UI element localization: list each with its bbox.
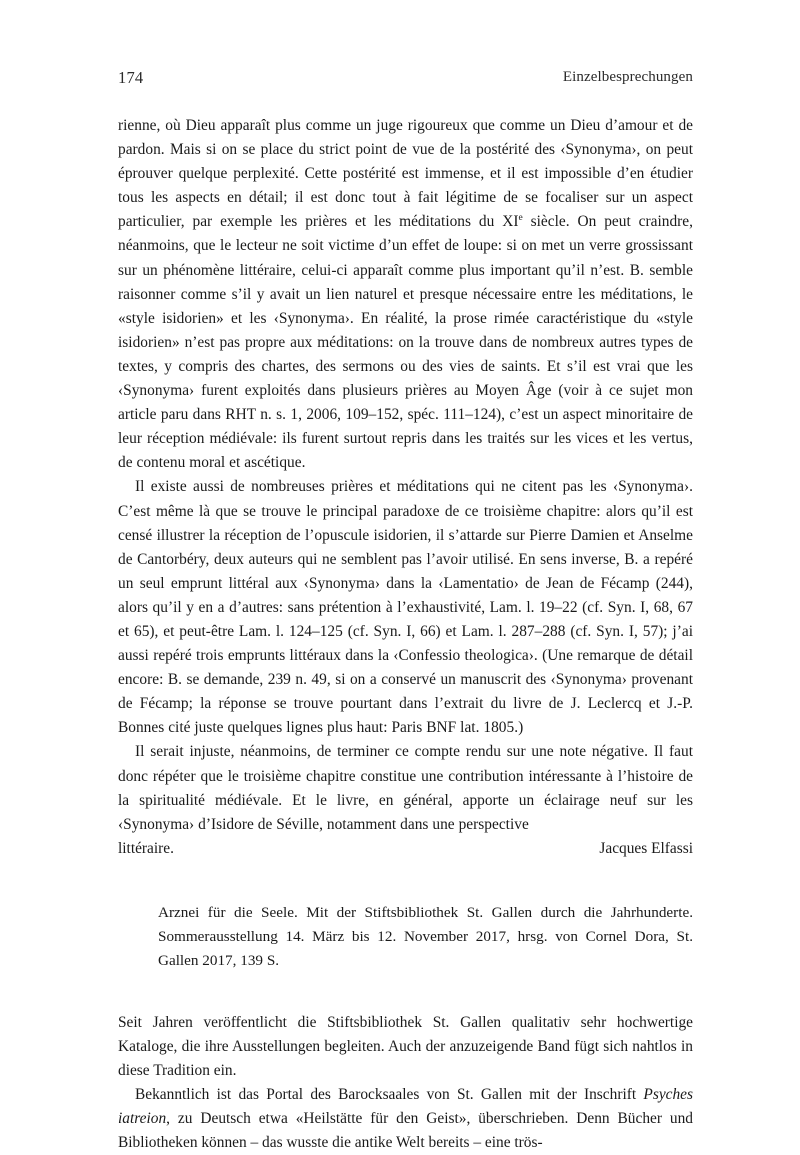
running-head [118, 68, 693, 94]
running-head-title: Einzelbesprechungen [562, 69, 693, 85]
paragraph-text-part-1: rienne, où Dieu apparaît plus comme un juge rigoureux que comme un Dieu d’amour et de pardon. Mais si on se place du strict point de vue de la postérité des ‹Synonyma›, on peut éprouver quelque perplexité. Cette postérité est immense, et il est impossible d’en étudier tous les aspects en détail; il est donc tout à fait légitime de se focaliser sur un aspect particulier, par exemple les prières et les méditations du XI [118, 117, 693, 231]
page-content [118, 0, 693, 1155]
paragraph-third-last-line: littéraire. [118, 839, 174, 857]
ordinal-suffix: e [518, 212, 523, 224]
closing-line-with-signature [118, 837, 693, 861]
page-number: 174 [118, 68, 144, 87]
paragraph-text-part-2: siècle. On peut craindre, néanmoins, que le lecteur ne soit victime d’un effet de loupe: si on met un verre grossissant sur un phénomène littéraire, celui-ci apparaît comme plus important qu’il n’est. B. semble raisonner comme s’il y avait un lien naturel et presque nécessaire entre les méditations, le «style isidorien» et les ‹Synonyma›. En réalité, la prose rimée caractéristique du «style isidorien» n’est pas propre aux méditations: on la trouve dans de nombreux autres types de textes, y compris des chartes, des sermons ou des vies de saints. Et s’il est vrai que les ‹Synonyma› furent exploités dans plusieurs prières au Moyen Âge (voir à ce sujet mon article paru dans RHT n. s. 1, 2006, 109–152, spéc. 111–124), c’est un aspect minoritaire de leur réception médiévale: ils furent surtout repris dans les traités sur les vices et les vertus, de contenu moral et ascétique. [118, 213, 693, 472]
german-text-part-2: , zu Deutsch etwa «Heilstätte für den Geist», überschrieben. Denn Bücher und Bibliotheken können – das wusste die antike Welt bereits – eine trös- [118, 1110, 693, 1152]
paragraph-continuation [118, 114, 693, 475]
german-text-part-1: Bekanntlich ist das Portal des Barocksaales von St. Gallen mit der Inschrift [135, 1086, 644, 1104]
paragraph-third: Il serait injuste, néanmoins, de terminer ce compte rendu sur une note négative. Il faut donc répéter que le troisième chapitre constitue une contribution intéressante à l’histoire de la spiritualité médiévale. Et le livre, en général, apporte un éclairage neuf sur les ‹Synonyma› d’Isidore de Séville, notamment dans une perspective [118, 743, 693, 833]
german-review-body [118, 1011, 693, 1155]
paragraph-second: Il existe aussi de nombreuses prières et méditations qui ne citent pas les ‹Synonyma›. C’est même là que se trouve le principal paradoxe de ce troisième chapitre: alors qu’il est censé illustrer la réception de l’opuscule isidorien, il s’attarde sur Pierre Damien et Anselme de Cantorbéry, deux auteurs qui ne semblent pas l’avoir utilisé. En sens inverse, B. a repéré un seul emprunt littéral aux ‹Synonyma› dans la ‹Lamentatio› de Jean de Fécamp (244), alors qu’il y en a d’autres: sans prétention à l’exhaustivité, Lam. l. 19–22 (cf. Syn. I, 68, 67 et 65), et peut-être Lam. l. 124–125 (cf. Syn. I, 66) et Lam. l. 287–288 (cf. Syn. I, 57); j’ai aussi repéré trois emprunts littéraux dans la ‹Confessio theologica›. (Une remarque de détail encore: B. se demande, 239 n. 49, si on a conservé un manuscrit des ‹Synonyma› provenant de Fécamp; la réponse se trouve pourtant dans l’extrait du livre de J. Leclercq et J.-P. Bonnes cité juste quelques lignes plus haut: Paris BNF lat. 1805.) [118, 478, 693, 737]
german-paragraph-first: Seit Jahren veröffentlicht die Stiftsbibliothek St. Gallen qualitativ sehr hochwertige Kataloge, die ihre Ausstellungen begleiten. Auch der anzuzeigende Band fügt sich nahtlos in diese Tradition ein. [118, 1013, 693, 1080]
reviewer-signature: Jacques Elfassi [599, 839, 693, 857]
german-paragraph-second [118, 1083, 693, 1155]
french-review-body [118, 114, 693, 861]
bibliographic-entry-text: Arznei für die Seele. Mit der Stiftsbibliothek St. Gallen durch die Jahrhunderte. Sommerausstellung 14. März bis 12. November 2017, hrsg. von Cornel Dora, St. Gallen 2017, 139 S. [158, 903, 693, 969]
bibliographic-entry [158, 901, 693, 973]
inscription-italic: Psyches iatreion [118, 1086, 693, 1128]
